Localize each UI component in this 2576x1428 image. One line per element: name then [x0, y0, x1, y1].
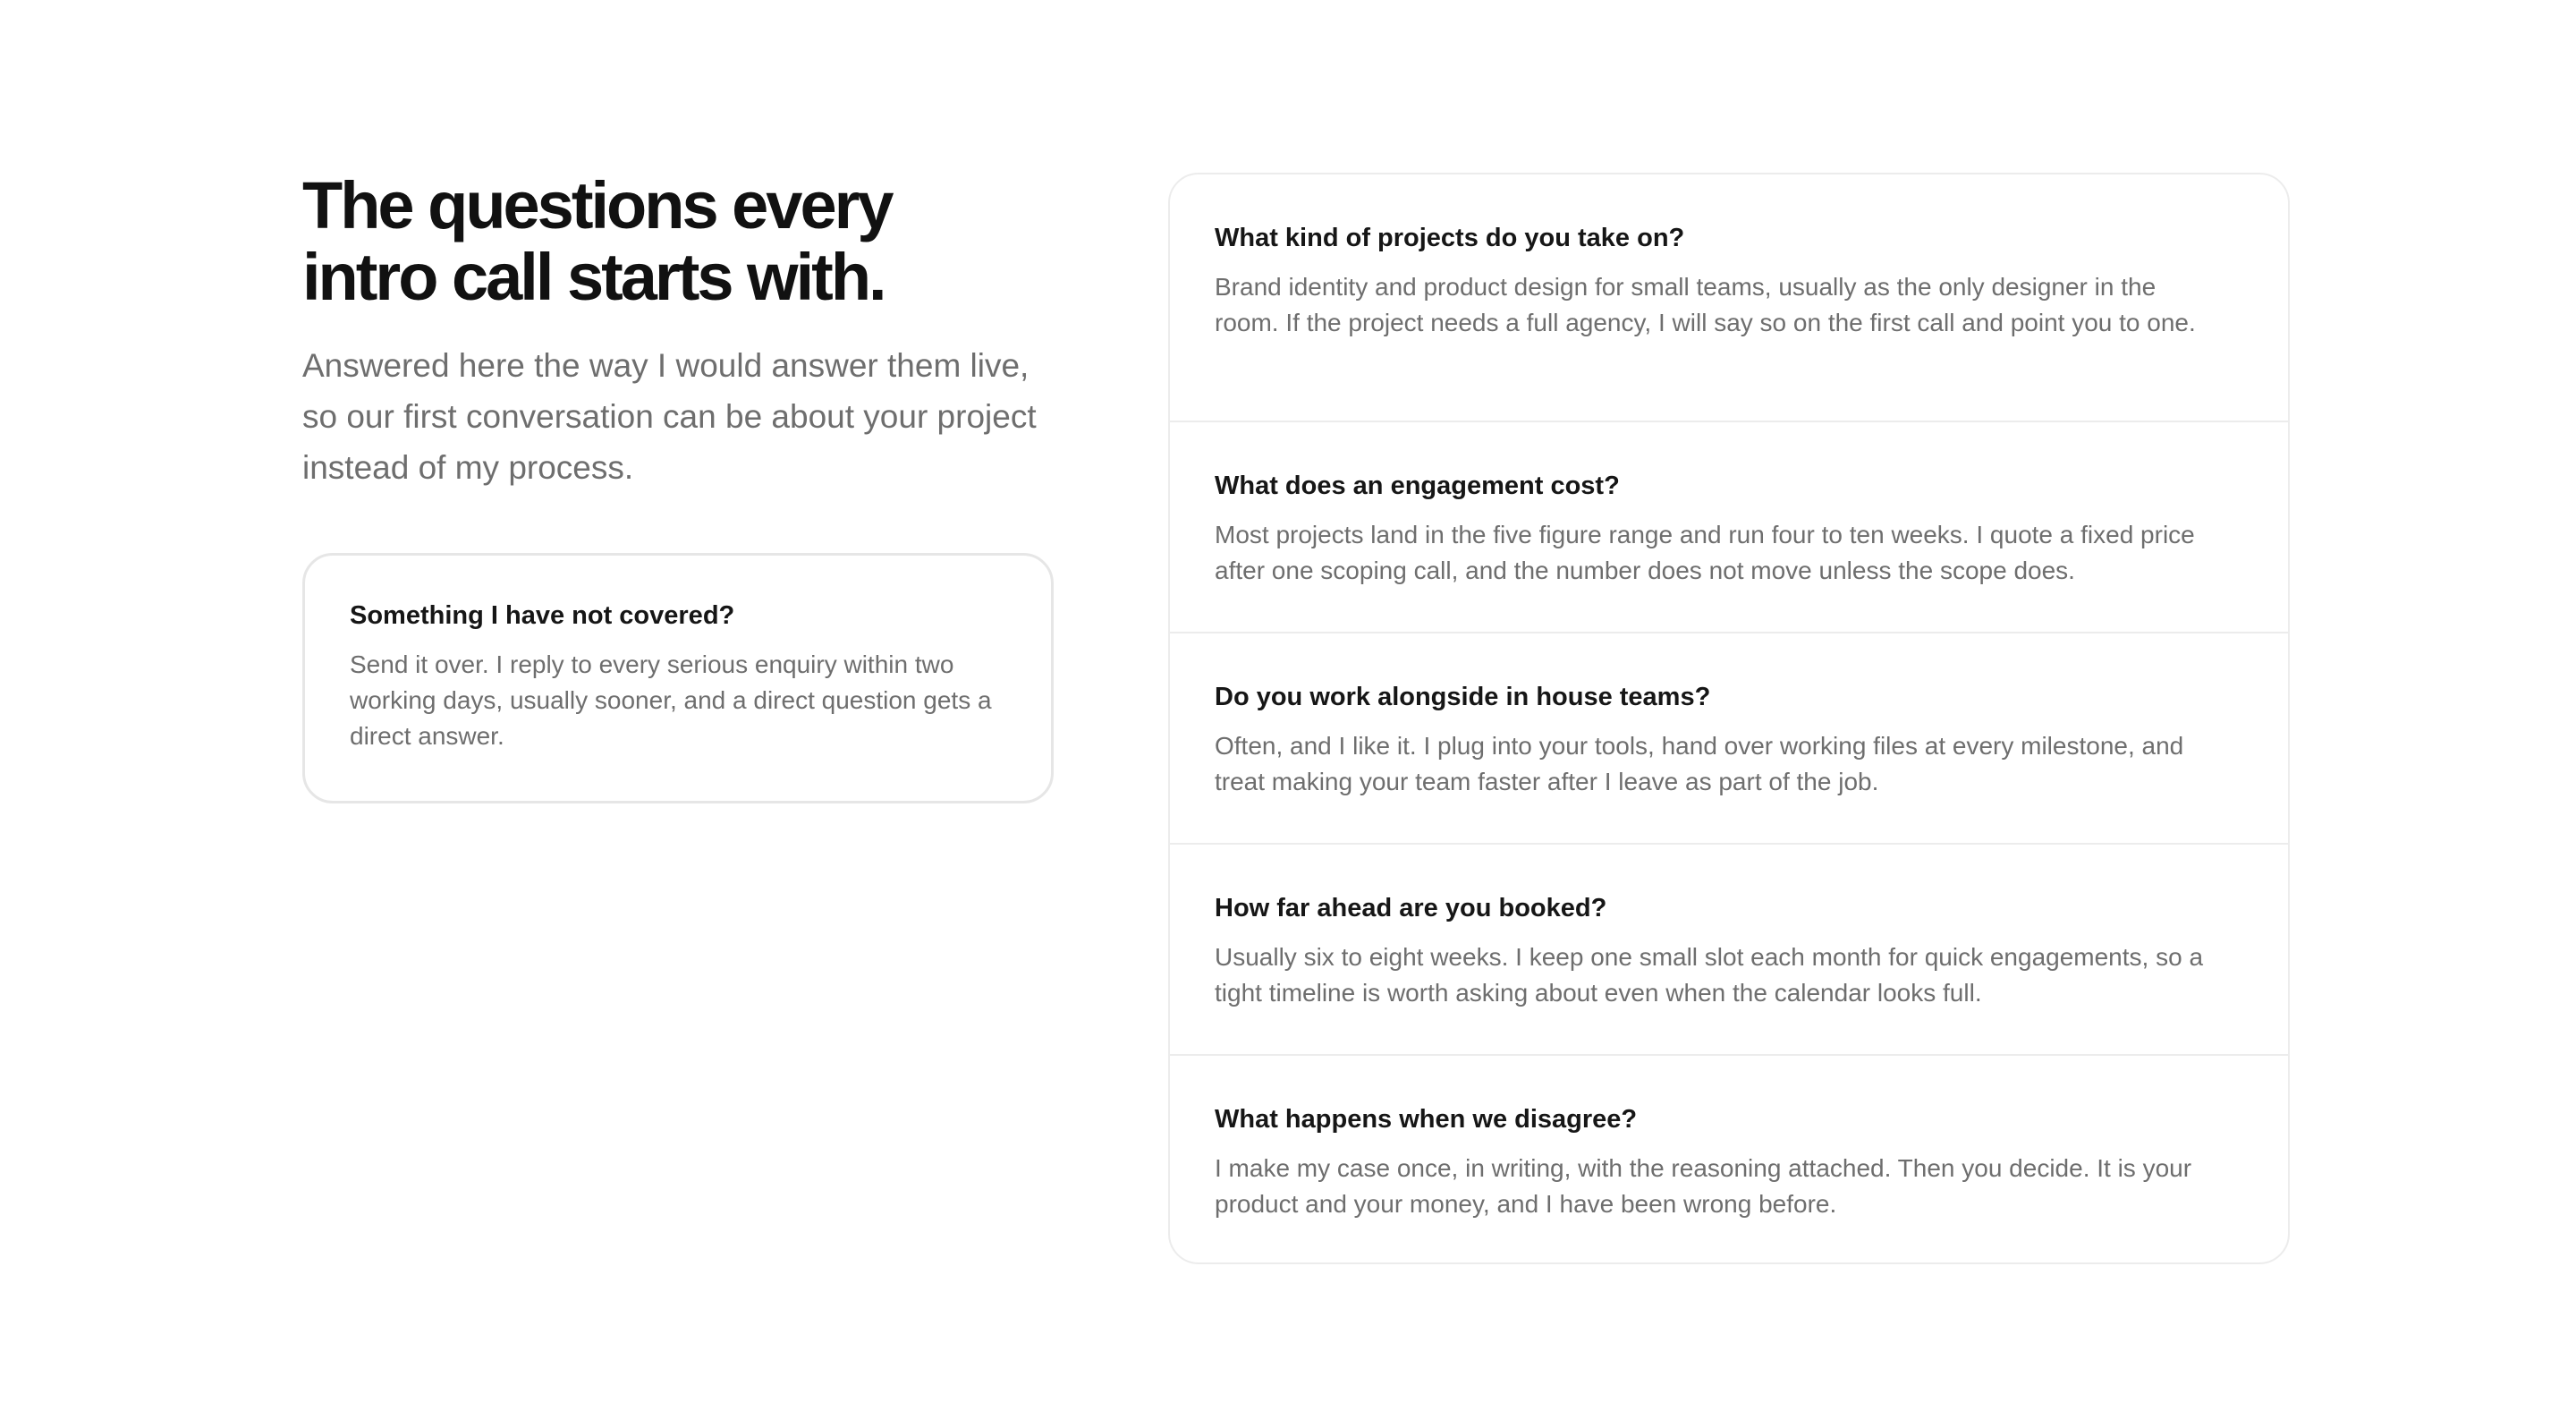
faq-answer: I make my case once, in writing, with the reasoning attached. Then you decide. It is your product and your money, and I have been wrong before.	[1215, 1154, 2192, 1218]
faq-item	[1170, 422, 2288, 633]
faq-question: Do you work alongside in house teams?	[1215, 683, 1711, 711]
page-title-line-2: intro call starts with.	[302, 240, 885, 314]
page-subtitle: Answered here the way I would answer them live, so our first conversation can be about your project instead of my process.	[302, 347, 1037, 486]
intro-section	[302, 170, 1054, 493]
faq-answer: Most projects land in the five figure range and run four to ten weeks. I quote a fixed price after one scoping call, and the number does not move unless the scope does.	[1215, 521, 2195, 584]
contact-card	[302, 553, 1054, 803]
contact-card-heading: Something I have not covered?	[350, 601, 735, 630]
faq-answer: Brand identity and product design for small teams, usually as the only designer in the room. If the project needs a full agency, I will say so on the first call and point you to one.	[1215, 273, 2196, 336]
faq-answer: Usually six to eight weeks. I keep one small slot each month for quick engagements, so a tight timeline is worth asking about even when the calendar looks full.	[1215, 943, 2204, 1007]
faq-list	[1168, 173, 2290, 1264]
page-title-line-1: The questions every	[302, 168, 892, 242]
faq-question: What does an engagement cost?	[1215, 472, 1620, 500]
contact-card-body: Send it over. I reply to every serious enquiry within two working days, usually sooner, and a direct question gets a direct answer.	[350, 650, 992, 750]
faq-item	[1170, 1056, 2288, 1264]
faq-item	[1170, 845, 2288, 1056]
faq-question: What happens when we disagree?	[1215, 1105, 1638, 1134]
page-title	[302, 170, 1054, 313]
faq-item	[1170, 174, 2288, 422]
faq-answer: Often, and I like it. I plug into your tools, hand over working files at every milestone, and treat making your team faster after I leave as part of the job.	[1215, 732, 2184, 795]
faq-question: What kind of projects do you take on?	[1215, 224, 1685, 252]
faq-question: How far ahead are you booked?	[1215, 894, 1607, 922]
faq-item	[1170, 633, 2288, 845]
